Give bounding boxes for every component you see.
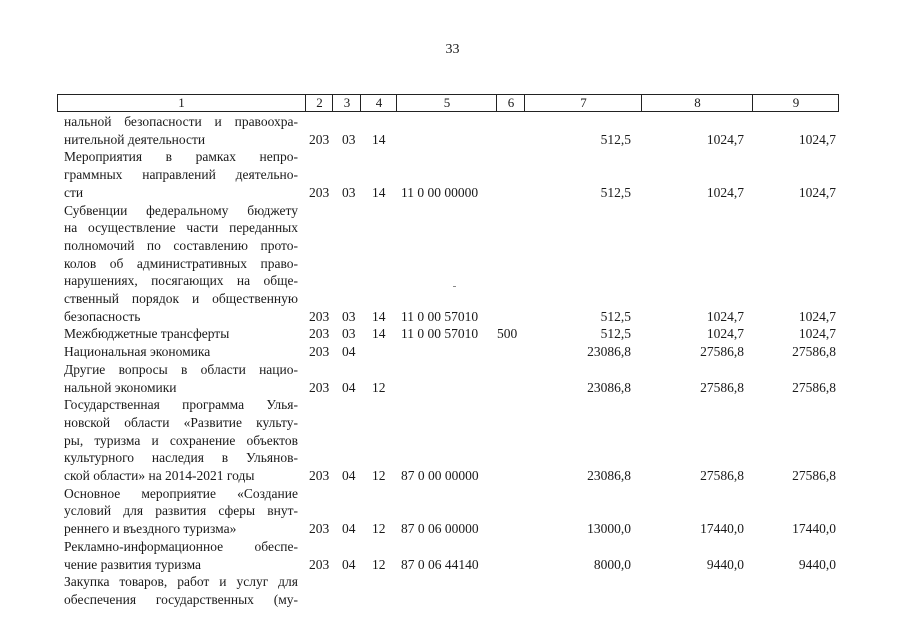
row-text-line: безопасность: [64, 308, 141, 324]
row-text-line: ственный порядок и общественную: [64, 291, 298, 306]
cell-c2: 203: [309, 184, 330, 200]
scan-dot: [453, 286, 456, 287]
cell-c3: 03: [342, 308, 356, 324]
cell-c9: 27586,8: [792, 379, 836, 395]
header-col-7: 7: [524, 95, 642, 111]
cell-c2: 203: [309, 131, 330, 147]
cell-c8: 17440,0: [700, 521, 744, 537]
row-text-line: ры, туризма и сохранение объектов: [64, 432, 298, 448]
cell-c7: 23086,8: [587, 468, 631, 483]
cell-c3: 04: [342, 344, 356, 360]
cell-c9: 1024,7: [798, 184, 836, 200]
cell-c8: 1024,7: [706, 326, 744, 342]
row-text-line: культурного наследия в Ульянов-: [64, 450, 298, 466]
row-text-line: нительной деятельности: [64, 131, 206, 147]
row-text-line: нальной безопасности и правоохра-: [64, 114, 298, 129]
row-text-line: полномочий по составлению прото-: [64, 237, 298, 253]
row-text-line: на осуществление части переданных: [64, 220, 298, 236]
cell-c2: 203: [309, 379, 330, 395]
cell-c7: 23086,8: [587, 344, 631, 360]
cell-c8: 27586,8: [700, 468, 744, 483]
cell-c4: 12: [372, 379, 386, 395]
cell-c3: 04: [342, 521, 356, 537]
cell-c9: 27586,8: [792, 468, 836, 483]
cell-c4: 14: [372, 184, 386, 200]
cell-c8: 9440,0: [706, 556, 744, 572]
cell-c9: 1024,7: [798, 131, 836, 147]
header-col-1: 1: [178, 95, 185, 110]
cell-c7: 8000,0: [593, 556, 631, 572]
cell-c9: 17440,0: [792, 521, 836, 537]
cell-c5: 87 0 00 00000: [401, 468, 479, 483]
row-text-line: Рекламно-информационное обеспе-: [64, 538, 298, 554]
cell-c4: 12: [372, 521, 386, 537]
cell-c2: 203: [309, 308, 330, 324]
cell-c9: 1024,7: [798, 326, 836, 342]
cell-c3: 03: [342, 184, 356, 200]
row-text-line: сти: [64, 184, 84, 200]
page-number: 33: [445, 42, 460, 57]
row-text-line: Закупка товаров, работ и услуг для: [64, 574, 298, 590]
header-col-6: 6: [496, 95, 525, 111]
cell-c7: 512,5: [600, 308, 631, 324]
cell-c8: 1024,7: [706, 184, 744, 200]
cell-c3: 04: [342, 556, 356, 572]
row-text-line: Межбюджетные трансферты: [64, 326, 230, 342]
cell-c4: 14: [372, 308, 386, 324]
cell-c7: 512,5: [600, 131, 631, 147]
row-text-line: условий для развития сферы внут-: [64, 503, 298, 519]
cell-c4: 12: [372, 556, 386, 572]
row-text-line: граммных направлений деятельно-: [64, 167, 298, 183]
cell-c7: 512,5: [600, 326, 631, 342]
row-text-line: Национальная экономика: [64, 344, 211, 360]
cell-c9: 1024,7: [798, 308, 836, 324]
cell-c9: 27586,8: [792, 344, 836, 360]
cell-c5: 11 0 00 57010: [401, 326, 479, 342]
cell-c5: 87 0 06 00000: [401, 521, 479, 537]
header-col-8: 8: [641, 95, 753, 111]
cell-c3: 04: [342, 379, 356, 395]
cell-c5: 87 0 06 44140: [401, 556, 479, 572]
cell-c3: 04: [342, 468, 356, 483]
cell-c4: 14: [372, 131, 386, 147]
cell-c5: 11 0 00 57010: [401, 308, 479, 324]
cell-c2: 203: [309, 326, 330, 342]
row-text-line: обеспечения государственных (му-: [64, 591, 298, 607]
cell-c3: 03: [342, 326, 356, 342]
cell-c8: 1024,7: [706, 308, 744, 324]
row-text-line: нарушениях, посягающих на обще-: [64, 273, 298, 289]
row-text-line: реннего и въездного туризма»: [64, 521, 237, 537]
header-col-2: 2: [305, 95, 333, 111]
row-text-line: колов об административных право-: [64, 255, 298, 271]
header-col-3: 3: [332, 95, 361, 111]
cell-c8: 27586,8: [700, 379, 744, 395]
header-col-9: 9: [752, 95, 839, 111]
row-text-line: чение развития туризма: [64, 556, 202, 572]
row-text-line: Основное мероприятие «Создание: [64, 485, 298, 501]
cell-c7: 13000,0: [587, 521, 631, 537]
cell-c4: 14: [372, 326, 386, 342]
row-text-line: Мероприятия в рамках непро-: [64, 149, 298, 165]
cell-c2: 203: [309, 556, 330, 572]
cell-c5: 11 0 00 00000: [401, 184, 479, 200]
cell-c8: 27586,8: [700, 344, 744, 360]
cell-c3: 03: [342, 131, 356, 147]
cell-c7: 512,5: [600, 184, 631, 200]
cell-c9: 9440,0: [798, 556, 836, 572]
cell-c8: 1024,7: [706, 131, 744, 147]
header-col-5: 5: [396, 95, 497, 111]
cell-c6: 500: [497, 326, 518, 342]
row-text-line: нальной экономики: [64, 379, 177, 395]
cell-c2: 203: [309, 344, 330, 360]
header-col-4: 4: [360, 95, 397, 111]
row-text-line: Другие вопросы в области нацио-: [64, 361, 298, 377]
cell-c2: 203: [309, 521, 330, 537]
cell-c2: 203: [309, 468, 330, 483]
cell-c4: 12: [372, 468, 386, 483]
row-text-line: ской области» на 2014-2021 годы: [64, 468, 255, 483]
row-text-line: Субвенции федеральному бюджету: [64, 202, 298, 218]
row-text-line: Государственная программа Улья-: [64, 397, 298, 413]
table-header: [57, 94, 839, 112]
cell-c7: 23086,8: [587, 379, 631, 395]
row-text-line: новской области «Развитие культу-: [64, 414, 298, 430]
